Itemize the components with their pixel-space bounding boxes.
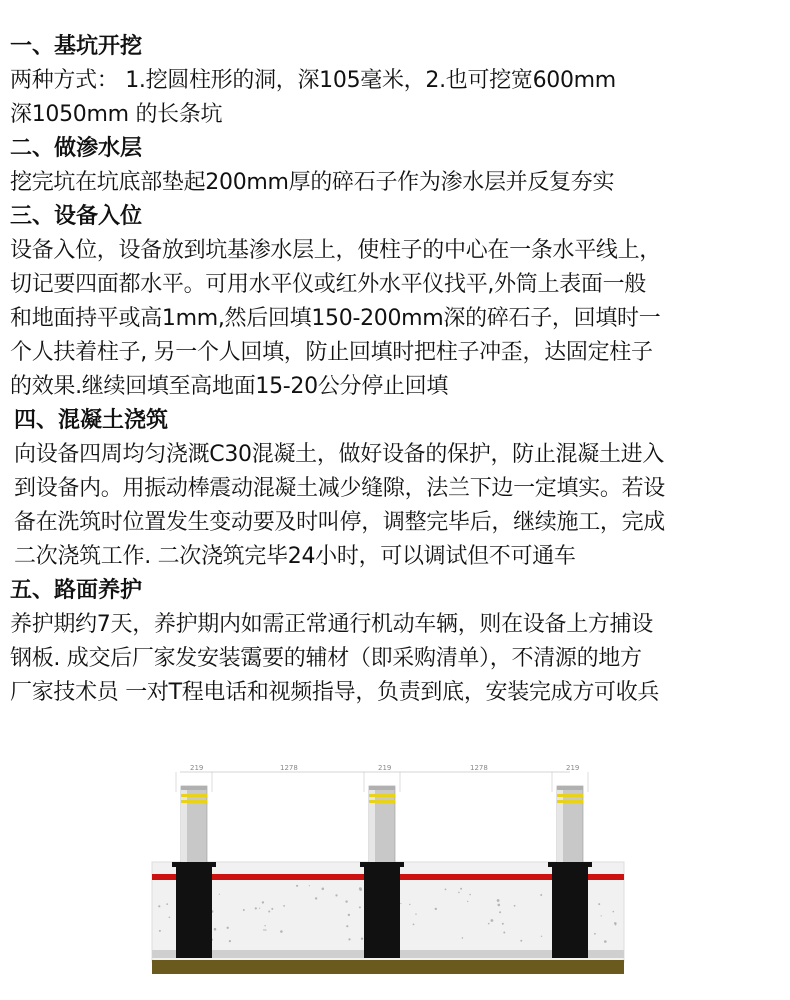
post-cap (557, 786, 583, 790)
gravel-dot (514, 905, 516, 907)
section-text-line: 钢板. 成交后厂家发安装霭要的辅材（即采购清单），不清源的地方 (10, 646, 642, 671)
black-sleeve (364, 866, 400, 958)
gravel-dot (415, 914, 416, 915)
gravel-dot (271, 908, 273, 910)
yellow-band (369, 800, 395, 803)
gravel-dot (435, 908, 437, 910)
gravel-dot (598, 903, 600, 905)
gravel-dot (541, 936, 542, 937)
gravel-dot (335, 894, 337, 896)
post-cap (181, 786, 207, 790)
gravel-dot (604, 940, 607, 943)
gravel-dot (214, 928, 217, 931)
gravel-dot (498, 904, 501, 907)
gravel-dot (615, 924, 616, 925)
gravel-dot (445, 889, 447, 891)
gravel-dot (166, 903, 168, 905)
yellow-band (369, 794, 395, 797)
gravel-dot (227, 927, 229, 929)
section-text-line: 养护期约7天，养护期内如需正常通行机动车辆，则在设备上方捕设 (10, 612, 653, 637)
gravel-dot (322, 888, 325, 891)
section-heading: 五、路面养护 (10, 578, 143, 603)
gravel-dot (259, 908, 260, 909)
yellow-band (557, 800, 583, 803)
gravel-dot (497, 899, 500, 902)
gravel-dot (469, 894, 471, 896)
bollard-diagram-svg (150, 762, 626, 982)
black-sleeve (176, 866, 212, 958)
section-text-line: 的效果.继续回填至高地面15-20公分停止回填 (10, 374, 449, 399)
gravel-dot (361, 938, 363, 940)
section-heading: 一、基坑开挖 (10, 34, 143, 59)
gravel-dot (520, 940, 522, 942)
gravel-dot (462, 937, 464, 939)
gravel-dot (262, 901, 264, 903)
section-text-line: 两种方式： 1.挖圆柱形的洞，深105毫米，2.也可挖宽600mm (10, 68, 616, 93)
section-text-line: 和地面持平或高1mm,然后回填150-200mm深的碎石子，回填时一 (10, 306, 661, 331)
gravel-dot (309, 885, 310, 886)
gravel-dot (283, 905, 285, 907)
gravel-dot (409, 904, 410, 905)
section-text-line: 备在洗筑时位置发生变动要及时叫停，调整完毕后，继续施工，完成 (14, 510, 666, 535)
spacing-label-2: 1278 (470, 764, 488, 772)
post-cap (369, 786, 395, 790)
black-sleeve (552, 866, 588, 958)
post-highlight (557, 786, 563, 866)
gravel-dot (280, 930, 283, 933)
gravel-dot (458, 892, 460, 894)
gravel-dot (491, 919, 494, 922)
section-text-line: 二次浇筑工作. 二次浇筑完毕24小时，可以调试但不可通车 (14, 544, 576, 569)
gravel-dot (348, 914, 350, 916)
section-heading: 四、混凝土浇筑 (14, 408, 169, 433)
gravel-dot (345, 900, 347, 902)
gravel-dot (502, 923, 504, 925)
section-text-line: 挖完坑在坑底部垫起200mm厚的碎石子作为渗水层并反复夯实 (10, 170, 615, 195)
gravel-dot (467, 901, 468, 902)
gravel-dot (499, 911, 501, 913)
diameter-label-2: 219 (378, 764, 392, 772)
bollard-post-2 (360, 772, 404, 958)
yellow-band (181, 794, 207, 797)
section-text-line: 到设备内。用振动棒震动混凝土减少缝隙，法兰下边一定填实。若设 (14, 476, 666, 501)
gravel-dot (359, 906, 361, 908)
gravel-dot (159, 930, 161, 932)
gravel-dot (488, 923, 490, 925)
installation-instructions (10, 30, 782, 710)
yellow-band (181, 800, 207, 803)
section-text-line: 设备入位，设备放到坑基渗水层上，使柱子的中心在一条水平线上， (10, 238, 662, 263)
gravel-dot (594, 933, 596, 935)
section-text-line: 深1050mm 的长条坑 (10, 102, 223, 127)
foundation-base (152, 960, 624, 974)
section-text-line: 向设备四周均匀浇溉C30混凝土，做好设备的保护，防止混凝土进入 (14, 442, 665, 467)
yellow-band (557, 794, 583, 797)
gravel-dot (229, 940, 231, 942)
gravel-dot (400, 903, 401, 904)
diameter-label-1: 219 (190, 764, 204, 772)
installation-diagram (150, 762, 626, 982)
bollard-post-3 (548, 772, 592, 958)
post-highlight (369, 786, 375, 866)
gravel-dot (460, 888, 462, 890)
gravel-dot (359, 887, 362, 890)
bollard-post-1 (172, 772, 216, 958)
section-text-line: 厂家技术员 一对T程电话和视频指导，负责到底，安装完成方可收兵 (10, 680, 660, 705)
gravel-dot (503, 932, 505, 934)
section-heading: 二、做渗水层 (10, 136, 143, 161)
gravel-dot (413, 924, 415, 926)
gravel-dot (296, 885, 298, 887)
gravel-dot (265, 929, 266, 930)
gravel-dot (268, 911, 270, 913)
section-text-line: 切记要四面都水平。可用水平仪或红外水平仪找平,外筒上表面一般 (10, 272, 646, 297)
gravel-dot (540, 894, 542, 896)
gravel-dot (219, 894, 220, 895)
post-highlight (181, 786, 187, 866)
gravel-dot (243, 909, 245, 911)
gravel-dot (158, 905, 160, 907)
spacing-label-1: 1278 (280, 764, 298, 772)
gravel-dot (255, 907, 257, 909)
diameter-label-3: 219 (566, 764, 580, 772)
gravel-dot (346, 925, 348, 927)
section-text-line: 个人扶着柱子, 另一个人回填，防止回填时把柱子冲歪，达固定柱子 (10, 340, 653, 365)
gravel-dot (613, 911, 615, 913)
gravel-dot (315, 897, 317, 899)
gravel-dot (264, 925, 265, 926)
gravel-dot (348, 938, 350, 940)
gravel-dot (601, 915, 602, 916)
gravel-dot (263, 929, 265, 931)
section-heading: 三、设备入位 (10, 204, 143, 229)
gravel-dot (169, 917, 171, 919)
